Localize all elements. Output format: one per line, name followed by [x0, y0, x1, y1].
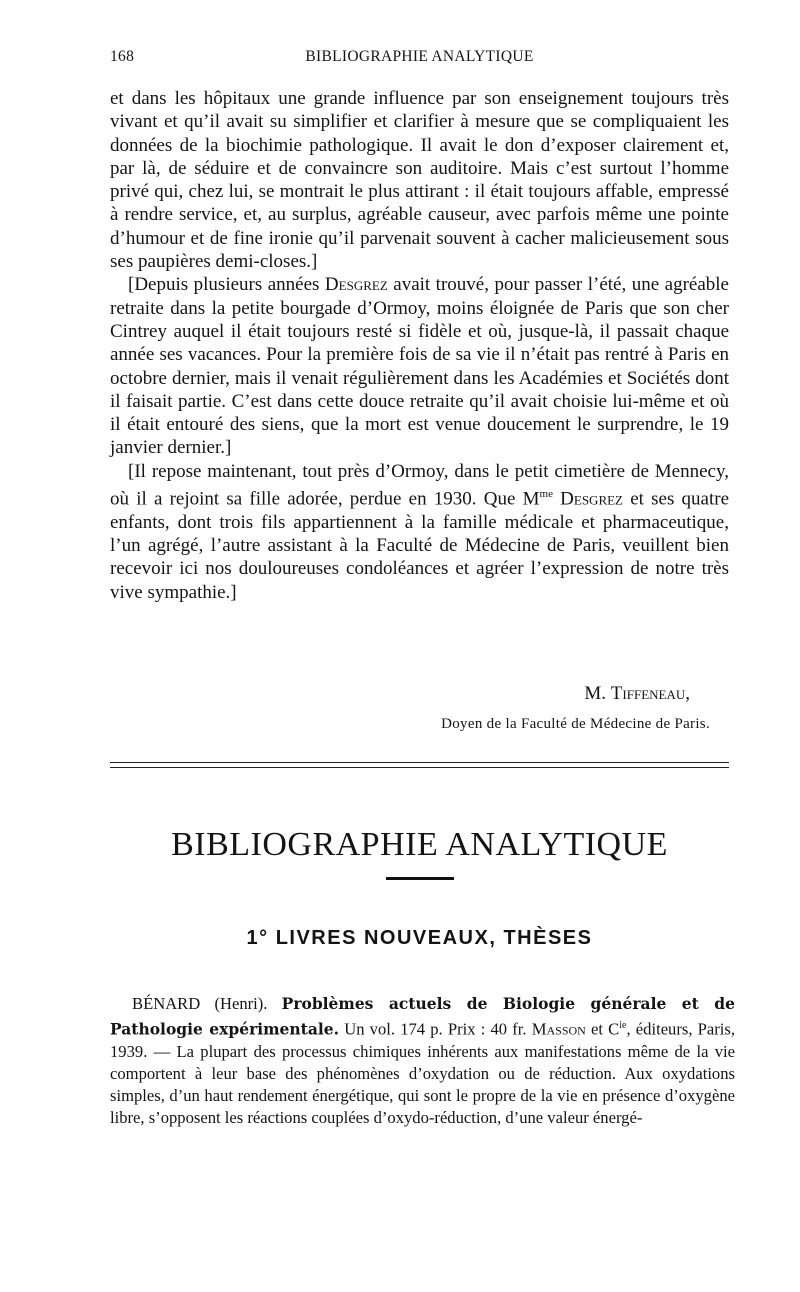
signature-title: Doyen de la Faculté de Médecine de Paris. [441, 716, 710, 732]
signature: M. Tiffeneau, [584, 683, 690, 704]
entry-author: BÉNARD (Henri). [132, 994, 282, 1013]
section-subheading: 1° LIVRES NOUVEAUX, THÈSES [246, 927, 593, 949]
obituary-paragraph-3: [Il repose maintenant, tout près d’Ormoy, dans le petit cimetière de Mennecy, où il a rejoint sa fille adorée, perdue en 1930. Que $M^{me}$ Desgrez et ses quatre enfants, dont trois fils appartiennent à la famille médicale et pharmaceutique, l’un agrégé, l’autre assistant à la Faculté de Médecine de Paris, veuillent bien recevoir ici nos douloureuses condoléances et agréer l’expression de notre très vive sympathie.] [110, 460, 730, 603]
heading-underline [386, 877, 454, 880]
signature-name: Tiffeneau, [610, 683, 690, 704]
entry-paragraph: BÉNARD (Henri). Problèmes actuels de Biologie générale et de Pathologie expérimentale. Un vol. 174 p. Prix : 40 fr. Masson et $C^{ie}$, éditeurs, Paris, 1939. — La plupart des processus chimiques inhérents aux manifestations même de la vie comportent à leur base des phénomènes d’oxydation ou de réduction. Aux oxydations simples, d’un haut rendement énergétique, qui sont le propre de la vie en présence d’oxygène libre, s’opposent les réactions couplées d’oxydo-réduction, d’une valeur énergé- [110, 994, 735, 1127]
double-rule-top [110, 762, 729, 763]
obituary-paragraph-2: [Depuis plusieurs années Desgrez avait trouvé, pour passer l’été, une agréable retraite dans la petite bourgade d’Ormoy, moins éloignée de Paris que son cher Cintrey auquel il était toujours resté si fidèle et où, jusque-là, il passait chaque année ses vacances. Pour la première fois de sa vie il n’était pas rentré à Paris en octobre dernier, mais il venait régulièrement dans les Académies et Sociétés dont il faisait partie. C’est dans cette douce retraite qu’il avait choisie lui-même et où il était entouré des siens, que la mort est venue doucement le surprendre, le 19 janvier dernier.] [110, 274, 729, 459]
double-rule-bottom [110, 767, 729, 768]
running-head [110, 48, 729, 72]
entry-title: Problèmes actuels de Biologie générale et de Pathologie expérimentale. [110, 994, 735, 1039]
person-name: Desgrez [324, 274, 388, 296]
publisher-name: Masson [531, 1019, 586, 1039]
person-name: Desgrez [552, 488, 624, 510]
bibliography-entry [110, 993, 735, 1129]
page-number: 168 [110, 48, 135, 65]
obituary-paragraph-1: et dans les hôpitaux une grande influence par son enseignement toujours très vivant et qu’il avait su simplifier et clarifier à mesure que se compliquaient les données de la biochimie pathologique. Il avait le don d’exposer clairement et, par là, de séduire et de convaincre son auditoire. Mais c’est surtout l’homme privé qui, chez lui, se montrait le plus attirant : il était toujours affable, empressé à rendre service, et, au surplus, agréable causeur, avec parfois même une pointe d’humour et de fine ironie qu’il parvenait souvent à cacher malicieusement sous ses paupières demi-closes.] [110, 88, 729, 273]
running-title: BIBLIOGRAPHIE ANALYTIQUE [305, 48, 534, 65]
section-heading: BIBLIOGRAPHIE ANALYTIQUE [171, 826, 668, 863]
obituary-text [110, 87, 729, 604]
entry-abstract: La plupart des processus chimiques inhérents aux manifestations même de la vie comportent à leur base des phénomènes d’oxydation ou de réduction. Aux oxydations simples, d’un haut rendement énergétique, qui sont le propre de la vie en présence d’oxygène libre, s’opposent les réactions couplées d’oxydo-réduction, d’une valeur énergé- [110, 1041, 735, 1127]
